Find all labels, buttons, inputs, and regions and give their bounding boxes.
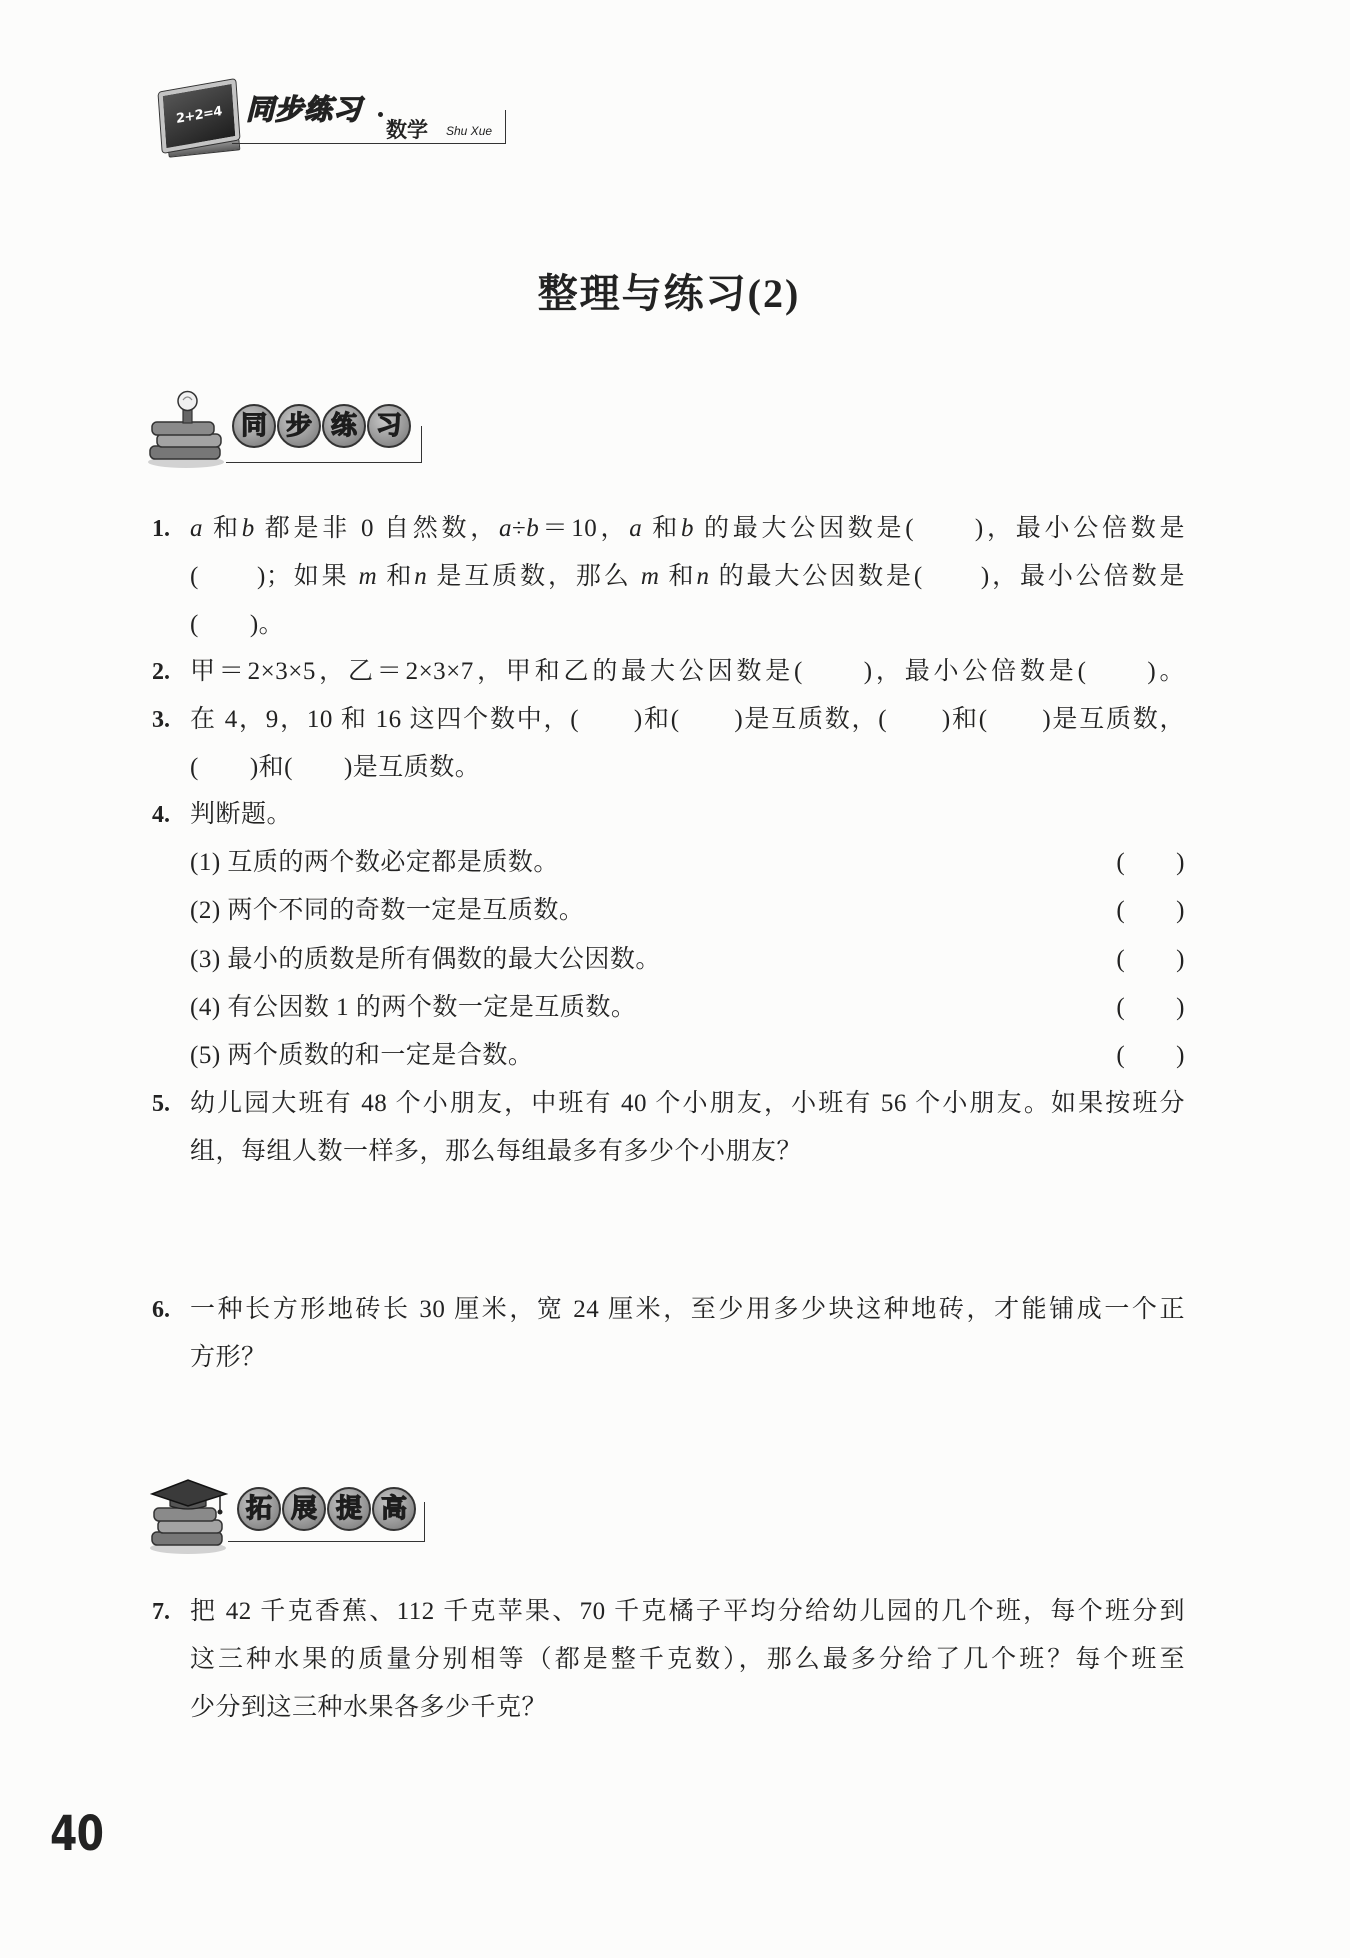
true-false-items (190, 839, 1185, 1080)
answer-blank[interactable]: ( ) (1116, 1041, 1185, 1069)
math-variable: m (358, 563, 378, 591)
question-2 (152, 648, 1185, 696)
question-number: 1. (152, 516, 170, 542)
text-run: ( )和( )是互质数。 (190, 754, 481, 782)
question-number: 5. (152, 1091, 170, 1117)
text-run: 和 (659, 563, 697, 591)
question-line (190, 553, 1185, 601)
question-line (190, 1080, 1185, 1128)
text-run: 是互质数，那么 (427, 563, 641, 591)
question-line (190, 1286, 1185, 1334)
section-title-char: 高 (372, 1487, 416, 1531)
answer-blank[interactable]: ( ) (1116, 993, 1185, 1021)
text-run: 组，每组人数一样多，那么每组最多有多少个小朋友？ (190, 1138, 803, 1166)
section-title-char: 提 (327, 1487, 371, 1531)
header-dot (378, 112, 383, 117)
question-number: 4. (152, 802, 170, 828)
subject-pinyin: Shu Xue (446, 124, 493, 138)
answer-blank[interactable]: ( ) (1116, 849, 1185, 877)
text-run: 方形？ (190, 1344, 267, 1372)
text-run: 把 42 千克香蕉、112 千克苹果、70 千克橘子平均分给幼儿园的几个班，每个班分到 (190, 1598, 1185, 1625)
question-7 (152, 1588, 1185, 1733)
math-variable: a (190, 515, 203, 542)
section-title-char: 同 (232, 404, 276, 448)
question-text (190, 696, 1185, 792)
answer-blank[interactable]: ( ) (1116, 897, 1185, 925)
section-underline (228, 1541, 425, 1542)
books-graduation-cap-icon (146, 1470, 232, 1556)
text-run: ( )；如果 (190, 563, 359, 591)
text-run: 少分到这三种水果各多少千克？ (190, 1694, 548, 1722)
text-run: 甲＝2×3×5，乙＝2×3×7，甲和乙的最大公因数是( )，最小公倍数是( )。 (190, 658, 1185, 685)
question-line (190, 1684, 1185, 1732)
question-line (190, 1636, 1185, 1684)
math-variable: n (696, 563, 710, 591)
question-text (190, 791, 1185, 839)
true-false-item (190, 1032, 1185, 1080)
item-statement: (3) 最小的质数是所有偶数的最大公因数。 (190, 945, 661, 973)
question-number: 7. (152, 1599, 170, 1625)
question-3 (152, 696, 1185, 792)
text-run: 的最大公因数是( )，最小公倍数是 (709, 563, 1185, 591)
question-number: 2. (152, 659, 170, 685)
page-title: 整理与练习(2) (537, 271, 801, 316)
text-run: 在 4，9，10 和 16 这四个数中，( )和( )是互质数，( )和( )是互质数， (190, 706, 1185, 733)
question-text (190, 1080, 1185, 1176)
section-title-char: 练 (322, 404, 366, 448)
text-run: 幼儿园大班有 48 个小朋友，中班有 40 个小朋友，小班有 56 个小朋友。如果按班分 (190, 1090, 1185, 1117)
math-variable: a (499, 515, 513, 542)
true-false-item (190, 936, 1185, 984)
question-number: 3. (152, 707, 170, 733)
question-line (190, 791, 1185, 839)
subject-label: 数学 (386, 118, 428, 142)
math-variable: b (526, 515, 540, 542)
text-run: ÷ (512, 515, 527, 542)
chalkboard-text: 2+2=4 (175, 103, 223, 128)
section-title-char: 步 (277, 404, 321, 448)
question-line (190, 1128, 1185, 1176)
text-run: 这三种水果的质量分别相等（都是整千克数），那么最多分给了几个班？每个班至 (190, 1646, 1185, 1674)
true-false-item (190, 839, 1185, 887)
text-run: 和 (203, 515, 242, 542)
true-false-item (190, 887, 1185, 935)
section-title-extend (237, 1487, 416, 1531)
math-variable: n (414, 563, 428, 591)
math-variable: b (681, 515, 695, 542)
header-underline (232, 143, 506, 144)
true-false-item (190, 984, 1185, 1032)
section-bracket (424, 1502, 425, 1542)
item-statement: (5) 两个质数的和一定是合数。 (190, 1041, 534, 1069)
item-statement: (1) 互质的两个数必定都是质数。 (190, 849, 559, 877)
question-line (190, 648, 1185, 696)
math-variable: b (241, 515, 255, 542)
page-number: 40 (50, 1806, 104, 1862)
answer-blank[interactable]: ( ) (1116, 945, 1185, 973)
text-run: 都是非 0 自然数， (254, 515, 500, 542)
text-run: 的最大公因数是( )，最小公倍数是 (694, 515, 1185, 542)
item-statement: (4) 有公因数 1 的两个数一定是互质数。 (190, 993, 637, 1021)
section-underline (226, 462, 422, 463)
text-run: 和 (642, 515, 682, 542)
math-variable: m (640, 563, 660, 591)
section-title-char: 拓 (237, 1487, 281, 1531)
section-title-sync (232, 404, 411, 448)
question-line (190, 1334, 1185, 1382)
question-line (190, 1588, 1185, 1636)
section-title-char: 习 (367, 404, 411, 448)
text-run: 判断题。 (190, 801, 293, 828)
text-run: ( )。 (190, 611, 285, 639)
text-run: 和 (377, 563, 415, 591)
question-6 (152, 1286, 1185, 1382)
text-run: ＝10， (539, 515, 630, 542)
question-1 (152, 505, 1185, 650)
question-text (190, 648, 1185, 696)
question-4 (152, 791, 1185, 1080)
question-text (190, 1588, 1185, 1733)
header-bracket (505, 110, 506, 144)
text-run: 一种长方形地砖长 30 厘米，宽 24 厘米，至少用多少块这种地砖，才能铺成一个正 (190, 1296, 1185, 1323)
question-line (190, 505, 1185, 553)
question-line (190, 696, 1185, 744)
series-title: 同步练习 (246, 95, 363, 126)
section-bracket (421, 426, 422, 463)
question-number: 6. (152, 1297, 170, 1323)
question-5 (152, 1080, 1185, 1176)
question-line (190, 601, 1185, 649)
section-title-char: 展 (282, 1487, 326, 1531)
question-text (190, 1286, 1185, 1382)
books-lamp-icon (146, 386, 230, 470)
question-line (190, 744, 1185, 792)
math-variable: a (629, 515, 643, 542)
item-statement: (2) 两个不同的奇数一定是互质数。 (190, 897, 585, 925)
question-text (190, 505, 1185, 650)
